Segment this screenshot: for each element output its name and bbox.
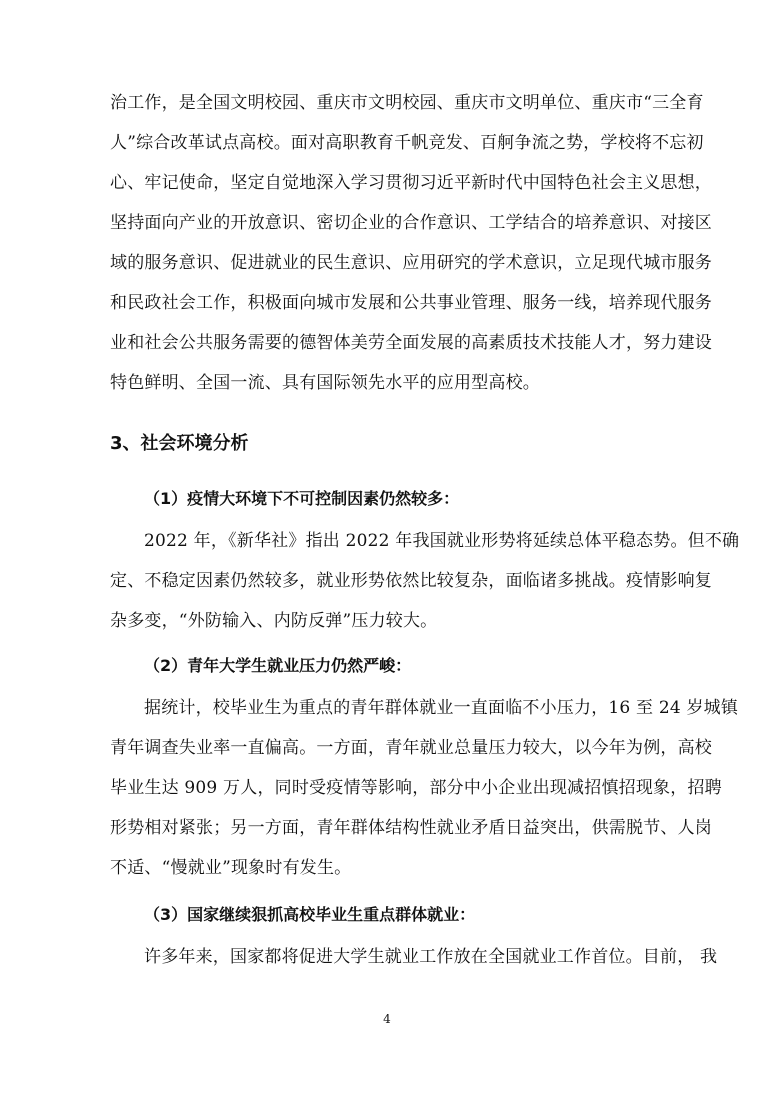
subsection-heading-2: （2）青年大学生就业压力仍然严峻： xyxy=(144,656,412,675)
paragraph-line: 据统计，校毕业生为重点的青年群体就业一直面临不小压力，16 至 24 岁城镇 xyxy=(144,698,739,718)
paragraph-line: 形势相对紧张；另一方面，青年群体结构性就业矛盾日益突出，供需脱节、人岗 xyxy=(110,818,712,838)
page-number: 4 xyxy=(383,1012,391,1026)
paragraph-line: 杂多变，“外防输入、内防反弹”压力较大。 xyxy=(110,611,438,631)
paragraph-line: 青年调查失业率一直偏高。一方面，青年就业总量压力较大，以今年为例，高校 xyxy=(110,738,712,758)
paragraph-line: 域的服务意识、促进就业的民生意识、应用研究的学术意识，立足现代城市服务 xyxy=(110,253,712,273)
paragraph-line: 特色鲜明、全国一流、具有国际领先水平的应用型高校。 xyxy=(110,373,540,393)
paragraph-line: 和民政社会工作，积极面向城市发展和公共事业管理、服务一线，培养现代服务 xyxy=(110,293,712,313)
paragraph-line: 心、牢记使命，坚定自觉地深入学习贯彻习近平新时代中国特色社会主义思想， xyxy=(110,173,712,193)
paragraph-line: 定、不稳定因素仍然较多，就业形势依然比较复杂，面临诸多挑战。疫情影响复 xyxy=(110,571,712,591)
paragraph-line: 坚持面向产业的开放意识、密切企业的合作意识、工学结合的培养意识、对接区 xyxy=(110,213,712,233)
paragraph-line: 治工作，是全国文明校园、重庆市文明校园、重庆市文明单位、重庆市“三全育 xyxy=(110,93,704,113)
paragraph-line: 2022 年，《新华社》指出 2022 年我国就业形势将延续总体平稳态势。但不确 xyxy=(144,531,740,551)
subsection-heading-3: （3）国家继续狠抓高校毕业生重点群体就业： xyxy=(144,905,476,924)
section-heading: 3、社会环境分析 xyxy=(110,433,249,454)
paragraph-line: 许多年来，国家都将促进大学生就业工作放在全国就业工作首位。目前， 我 xyxy=(144,947,718,967)
paragraph-line: 业和社会公共服务需要的德智体美劳全面发展的高素质技术技能人才，努力建设 xyxy=(110,333,712,353)
paragraph-line: 毕业生达 909 万人，同时受疫情等影响，部分中小企业出现减招慎招现象，招聘 xyxy=(110,778,722,798)
paragraph-line: 人”综合改革试点高校。面对高职教育千帆竞发、百舸争流之势，学校将不忘初 xyxy=(110,133,704,153)
subsection-heading-1: （1）疫情大环境下不可控制因素仍然较多： xyxy=(144,489,460,508)
paragraph-line: 不适、“慢就业”现象时有发生。 xyxy=(110,858,352,878)
